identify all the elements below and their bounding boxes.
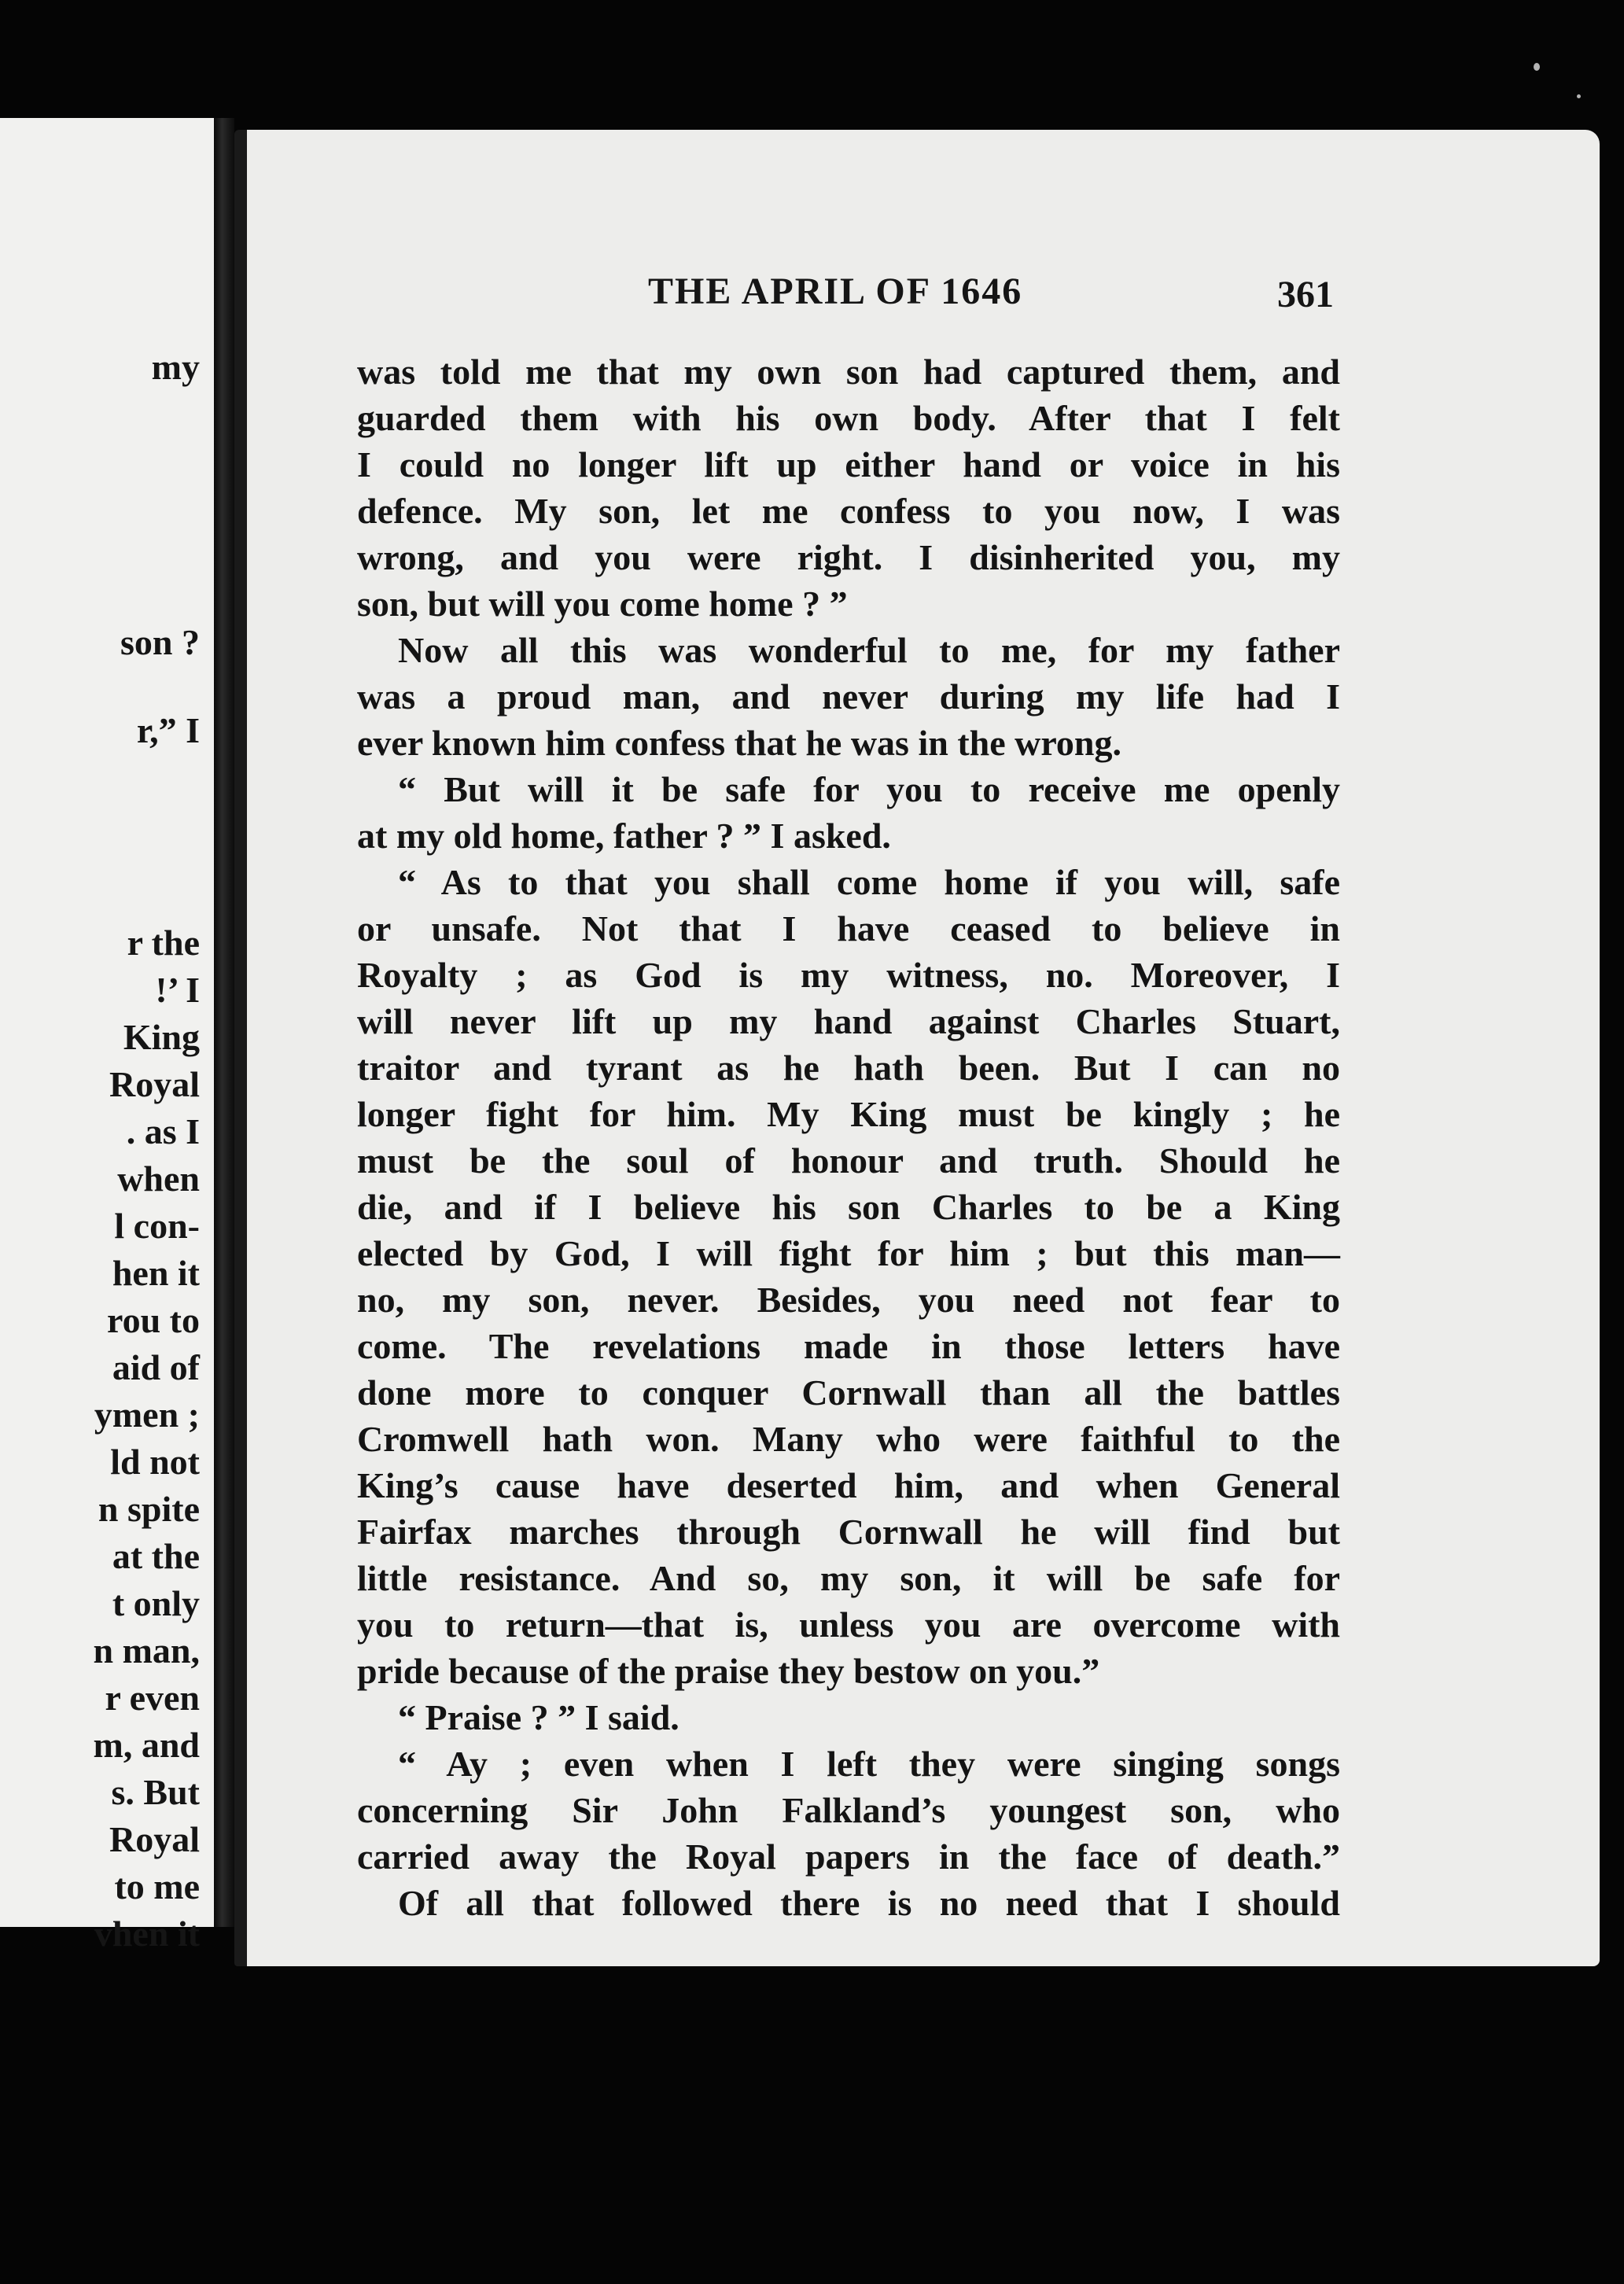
text-line: traitor and tyrant as he hath been. But I can no <box>357 1048 1340 1088</box>
dust-speck <box>1534 63 1540 71</box>
left-page-line: r even <box>105 1678 200 1718</box>
left-page-line: s. But <box>111 1772 200 1812</box>
text-line: longer fight for him. My King must be kingly ; he <box>357 1094 1340 1134</box>
left-page-line: t only <box>112 1583 200 1623</box>
text-line: “ As to that you shall come home if you will, safe <box>398 862 1340 902</box>
left-page-fragment <box>0 118 222 1954</box>
text-line: little resistance. And so, my son, it will be safe for <box>357 1558 1340 1598</box>
page-number: 361 <box>1277 274 1334 315</box>
left-page-line: King <box>123 1017 200 1057</box>
text-line: “ But will it be safe for you to receive me openly <box>398 769 1340 809</box>
text-line: done more to conquer Cornwall than all the battles <box>357 1372 1340 1413</box>
text-line: guarded them with his own body. After that I felt <box>357 398 1340 438</box>
text-line: Now all this was wonderful to me, for my father <box>398 630 1340 670</box>
left-page-line: r the <box>127 923 200 963</box>
text-line: ever known him confess that he was in the wrong. <box>357 723 1122 763</box>
left-page-line: ymen ; <box>94 1394 200 1435</box>
left-page-line: m, and <box>93 1725 200 1765</box>
left-page-line: l con- <box>114 1206 200 1246</box>
right-page <box>234 130 1600 1966</box>
text-line: I could no longer lift up either hand or voice in his <box>357 444 1340 484</box>
running-head <box>247 270 1600 325</box>
left-page-line: aid of <box>112 1347 200 1387</box>
left-page-line: my <box>151 347 200 387</box>
left-page-line: rou to <box>107 1300 200 1340</box>
body-text <box>357 348 1340 1926</box>
text-line: King’s cause have deserted him, and when General <box>357 1465 1340 1505</box>
left-page-line: to me <box>114 1866 200 1906</box>
left-page-line: vhen it <box>94 1914 200 1954</box>
left-page-line: . as I <box>126 1111 200 1151</box>
text-line: defence. My son, let me confess to you now, I was <box>357 491 1340 531</box>
text-line: concerning Sir John Falkland’s youngest son, who <box>357 1790 1340 1830</box>
left-page-line: ld not <box>110 1442 200 1482</box>
text-line: son, but will you come home ? ” <box>357 584 848 624</box>
left-page-line: Royal <box>109 1064 200 1104</box>
text-line: die, and if I believe his son Charles to be a King <box>357 1187 1340 1227</box>
text-line: or unsafe. Not that I have ceased to believe in <box>357 908 1340 949</box>
text-line: Royalty ; as God is my witness, no. Moreover, I <box>357 955 1340 995</box>
text-line: will never lift up my hand against Charles Stuart, <box>357 1001 1340 1041</box>
left-page-line: r,” I <box>136 710 200 750</box>
left-page-line: at the <box>112 1536 200 1576</box>
text-line: Of all that followed there is no need that I should <box>398 1883 1340 1923</box>
text-line: wrong, and you were right. I disinherited you, my <box>357 537 1340 577</box>
text-line: was a proud man, and never during my life had I <box>357 676 1340 717</box>
left-page-line: hen it <box>112 1253 200 1293</box>
left-page-line: n man, <box>93 1630 200 1671</box>
left-page-line: son ? <box>120 622 200 662</box>
left-page-line: when <box>117 1159 200 1199</box>
left-page-line: n spite <box>98 1489 200 1529</box>
text-line: pride because of the praise they bestow on you.” <box>357 1651 1100 1691</box>
running-head-title: THE APRIL OF 1646 <box>648 271 1023 312</box>
text-line: you to return—that is, unless you are overcome with <box>357 1604 1340 1645</box>
text-line: “ Praise ? ” I said. <box>398 1697 679 1737</box>
left-page-line: Royal <box>109 1819 200 1859</box>
text-line: elected by God, I will fight for him ; but this man— <box>357 1233 1340 1273</box>
text-line: Fairfax marches through Cornwall he will find but <box>357 1512 1340 1552</box>
text-line: was told me that my own son had captured them, and <box>357 352 1340 392</box>
text-line: at my old home, father ? ” I asked. <box>357 816 891 856</box>
text-line: “ Ay ; even when I left they were singing songs <box>398 1744 1340 1784</box>
text-line: no, my son, never. Besides, you need not fear to <box>357 1280 1340 1320</box>
text-line: must be the soul of honour and truth. Should he <box>357 1140 1340 1181</box>
text-line: come. The revelations made in those letters have <box>357 1326 1340 1366</box>
book-spine-shadow <box>214 118 234 1927</box>
left-page-line: !’ I <box>155 970 200 1010</box>
text-line: Cromwell hath won. Many who were faithful to the <box>357 1419 1340 1459</box>
dust-speck <box>1577 94 1581 98</box>
text-line: carried away the Royal papers in the face of death.” <box>357 1836 1340 1877</box>
